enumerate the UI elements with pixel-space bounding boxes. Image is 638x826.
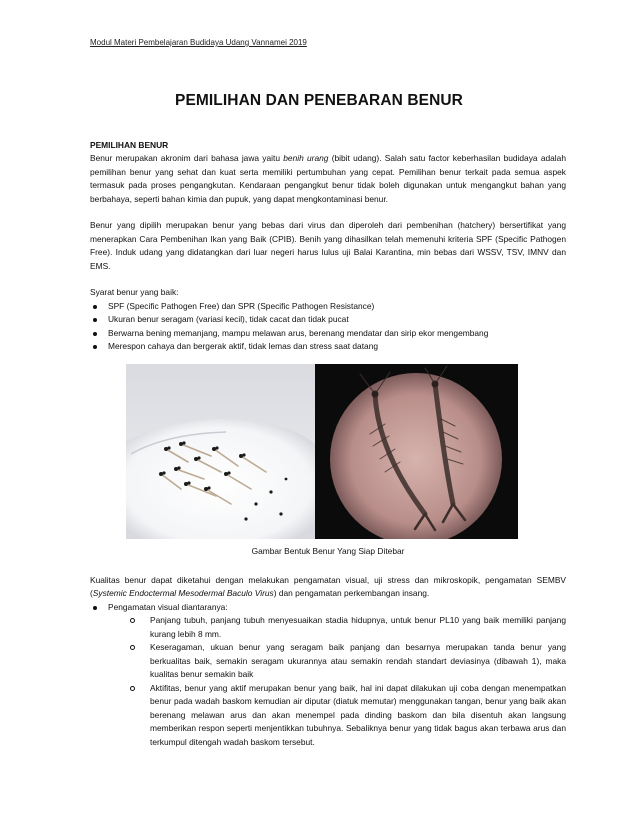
figure-benur [126,364,518,539]
paragraph-quality: Kualitas benur dapat diketahui dengan melakukan pengamatan visual, uji stress dan mikroskopik, pengamatan SEMBV (Systemic Endoctermal Mesodermal Baculo Virus) dan pengamatan perkembangan insang. [90,574,566,598]
page-title: PEMILIHAN DAN PENEBARAN BENUR [175,92,463,109]
list-item: Ukuran benur seragam (variasi kecil), tidak cacat dan tidak pucat [90,313,566,327]
visual-observation-list [90,601,566,750]
list-item: SPF (Specific Pathogen Free) dan SPR (Specific Pathogen Resistance) [90,300,566,314]
shrimp-in-spoon-photo [126,364,315,539]
requirements-list [90,300,566,354]
figure-caption: Gambar Bentuk Benur Yang Siap Ditebar [251,545,405,556]
visual-sublist [108,614,566,749]
paragraph-definition: Benur merupakan akronim dari bahasa jawa yaitu benih urang (bibit udang). Salah satu factor keberhasilan budidaya adalah pemilihan benur yang sehat dan kuat serta memiliki pertumbuhan yang cepat. Pemilihan benur terkait pada semua aspek termasuk pada proses pengangkutan. Kendaraan pengangkut benur tidak boleh digunakan untuk mengangkut bahan yang berbahaya, seperti bahan kimia dan pupuk, yang dapat mengkontaminasi benur. [90,153,566,204]
list-item: Pengamatan visual diantaranya: Panjang tubuh, panjang tubuh menyesuaikan stadia hidupnya, untuk benur PL10 yang baik memiliki panjang kurang lebih 8 mm. Keseragaman, ukuan benur yang seragam baik panjang dan besarnya merupakan tanda benur yang berkualitas baik, semakin seragam ukurannya atau semakin rendah standart deviasinya (dibawah 1), maka kualitas benur semakin baik Aktifitas, benur yang aktif merupakan benur yang baik, hal ini dapat dilakukan uji coba dengan menempatkan benur pada wadah baskom kemudian air diputar (diatuk memutar) menggunakan tangan, benur yang baik akan berenang melawan arus dan akan menempel pada dinding baskom dan bila disentuh akan langsung memberikan respon seperti menjentikkan tubuhnya. Sebaliknya benur yang tidak bagus akan terbawa arus dan terkumpul ditengah wadah baskom tersebut. [90,601,566,750]
sub-list-item: Aktifitas, benur yang aktif merupakan benur yang baik, hal ini dapat dilakukan uji coba dengan menempatkan benur pada wadah baskom kemudian air diputar (diatuk memutar) menggunakan tangan, benur yang baik akan berenang melawan arus dan akan menempel pada dinding baskom dan bila disentuh akan langsung memberikan respon seperti menjentikkan tubuhnya. Sebaliknya benur yang tidak bagus akan terbawa arus dan terkumpul ditengah wadah baskom tersebut. [108,682,566,750]
microscope-photo [315,364,518,539]
list-item: Merespon cahaya dan bergerak aktif, tidak lemas dan stress saat datang [90,340,566,354]
section-heading: PEMILIHAN BENUR [90,140,169,150]
paragraph-selection: Benur yang dipilih merupakan benur yang bebas dari virus dan diperoleh dari pembenihan (hatchery) bersertifikat yang menerapkan Cara Pembenihan Ikan yang Baik (CPIB). Benih yang dihasilkan telah memenuhi kriteria SPF (Specific Pathogen Free). Induk udang yang didatangkan dari luar negeri harus lulus uji Balai Karantina, min bebas dari WSSV, TSV, IMNV dan EMS. [90,220,566,271]
page-header: Modul Materi Pembelajaran Budidaya Udang Vannamei 2019 [90,38,307,47]
sub-list-item: Panjang tubuh, panjang tubuh menyesuaikan stadia hidupnya, untuk benur PL10 yang baik memiliki panjang kurang lebih 8 mm. [108,614,566,641]
document-body [90,139,566,749]
list-item: Berwarna bening memanjang, mampu melawan arus, berenang mendatar dan sirip ekor mengembang [90,327,566,341]
sub-list-item: Keseragaman, ukuan benur yang seragam baik panjang dan besarnya merupakan tanda benur yang berkualitas baik, semakin seragam ukurannya atau semakin rendah standart deviasinya (dibawah 1), maka kualitas benur semakin baik [108,641,566,682]
requirements-intro: Syarat benur yang baik: [90,287,179,297]
